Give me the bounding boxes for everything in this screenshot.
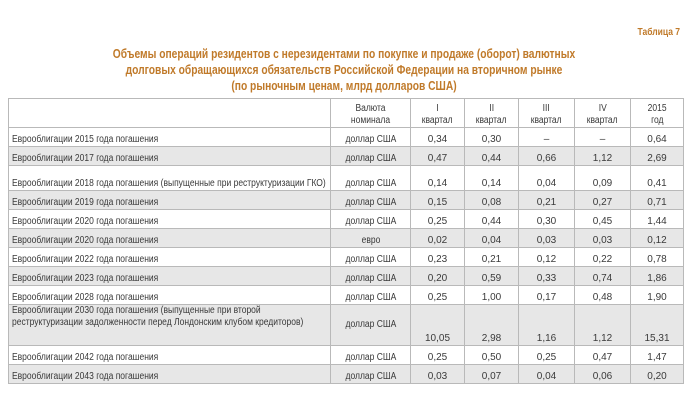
row-q4: 0,06 <box>575 365 631 384</box>
row-name: Еврооблигации 2030 года погашения (выпущенные при второй реструктуризации задолженности перед Лондонским клубом кредиторов) <box>9 305 331 346</box>
row-q1: 0,02 <box>411 229 465 248</box>
row-year: 1,90 <box>631 286 684 305</box>
table-row <box>9 210 684 229</box>
table-row <box>9 365 684 384</box>
row-name: Еврооблигации 2022 года погашения <box>9 248 331 267</box>
table-row <box>9 346 684 365</box>
row-q1: 0,25 <box>411 286 465 305</box>
row-q2: 0,14 <box>465 166 519 191</box>
table-row <box>9 267 684 286</box>
row-name: Еврооблигации 2015 года погашения <box>9 128 331 147</box>
title-line-3: (по рыночным ценам, млрд долларов США) <box>231 79 457 93</box>
row-currency: доллар США <box>331 365 411 384</box>
row-year: 0,20 <box>631 365 684 384</box>
row-q4: 0,09 <box>575 166 631 191</box>
row-currency: доллар США <box>331 166 411 191</box>
row-q4: 0,47 <box>575 346 631 365</box>
row-q3: 0,21 <box>519 191 575 210</box>
row-q4: 0,48 <box>575 286 631 305</box>
row-name: Еврооблигации 2043 года погашения <box>9 365 331 384</box>
row-q3: 0,66 <box>519 147 575 166</box>
row-q3: 0,04 <box>519 365 575 384</box>
row-q1: 0,25 <box>411 210 465 229</box>
row-name: Еврооблигации 2017 года погашения <box>9 147 331 166</box>
row-currency: доллар США <box>331 248 411 267</box>
row-year: 0,78 <box>631 248 684 267</box>
row-currency: евро <box>331 229 411 248</box>
row-q2: 2,98 <box>465 305 519 346</box>
header-q1: I квартал <box>411 99 465 128</box>
row-name: Еврооблигации 2020 года погашения <box>9 229 331 248</box>
row-q3: 0,04 <box>519 166 575 191</box>
row-q2: 0,07 <box>465 365 519 384</box>
row-q3: 0,30 <box>519 210 575 229</box>
row-q2: 0,04 <box>465 229 519 248</box>
table-row <box>9 305 684 346</box>
table-number-label: Таблица 7 <box>637 27 680 38</box>
table-row <box>9 229 684 248</box>
header-name <box>9 99 331 128</box>
row-currency: доллар США <box>331 210 411 229</box>
row-q4: 0,74 <box>575 267 631 286</box>
row-name: Еврооблигации 2042 года погашения <box>9 346 331 365</box>
header-q4: IV квартал <box>575 99 631 128</box>
row-year: 0,41 <box>631 166 684 191</box>
row-q3: 0,33 <box>519 267 575 286</box>
header-year: 2015 год <box>631 99 684 128</box>
table-row <box>9 248 684 267</box>
row-q4: – <box>575 128 631 147</box>
row-q4: 0,03 <box>575 229 631 248</box>
title-line-1: Объемы операций резидентов с нерезидентами по покупке и продаже (оборот) валютных <box>112 47 576 61</box>
row-q1: 0,14 <box>411 166 465 191</box>
row-q4: 0,27 <box>575 191 631 210</box>
row-currency: доллар США <box>331 305 411 346</box>
row-q4: 1,12 <box>575 147 631 166</box>
row-name: Еврооблигации 2028 года погашения <box>9 286 331 305</box>
row-q3: 0,03 <box>519 229 575 248</box>
table-title <box>62 46 626 94</box>
row-q1: 0,15 <box>411 191 465 210</box>
row-q3: 0,12 <box>519 248 575 267</box>
row-q4: 0,22 <box>575 248 631 267</box>
row-year: 1,47 <box>631 346 684 365</box>
table-row <box>9 191 684 210</box>
table-row <box>9 286 684 305</box>
header-currency: Валюта номинала <box>331 99 411 128</box>
row-name: Еврооблигации 2019 года погашения <box>9 191 331 210</box>
row-year: 15,31 <box>631 305 684 346</box>
row-q1: 0,25 <box>411 346 465 365</box>
row-name: Еврооблигации 2023 года погашения <box>9 267 331 286</box>
row-q2: 0,21 <box>465 248 519 267</box>
row-q2: 1,00 <box>465 286 519 305</box>
row-q3: – <box>519 128 575 147</box>
row-currency: доллар США <box>331 286 411 305</box>
table-row <box>9 128 684 147</box>
header-q3: III квартал <box>519 99 575 128</box>
row-q4: 1,12 <box>575 305 631 346</box>
row-q1: 0,03 <box>411 365 465 384</box>
row-year: 0,12 <box>631 229 684 248</box>
header-q2: II квартал <box>465 99 519 128</box>
row-q2: 0,50 <box>465 346 519 365</box>
row-year: 2,69 <box>631 147 684 166</box>
row-year: 1,86 <box>631 267 684 286</box>
row-q3: 0,25 <box>519 346 575 365</box>
title-line-2: долговых обращающихся обязательств Российской Федерации на вторичном рынке <box>125 63 563 77</box>
row-currency: доллар США <box>331 346 411 365</box>
row-q2: 0,59 <box>465 267 519 286</box>
row-q1: 0,20 <box>411 267 465 286</box>
row-q3: 1,16 <box>519 305 575 346</box>
header-row <box>9 99 684 128</box>
row-q2: 0,44 <box>465 147 519 166</box>
row-q1: 0,34 <box>411 128 465 147</box>
table-row <box>9 147 684 166</box>
row-q2: 0,30 <box>465 128 519 147</box>
row-q3: 0,17 <box>519 286 575 305</box>
row-q1: 10,05 <box>411 305 465 346</box>
row-q2: 0,44 <box>465 210 519 229</box>
row-year: 0,71 <box>631 191 684 210</box>
bonds-turnover-table <box>8 98 684 384</box>
row-year: 1,44 <box>631 210 684 229</box>
row-currency: доллар США <box>331 128 411 147</box>
row-q4: 0,45 <box>575 210 631 229</box>
table-row <box>9 166 684 191</box>
row-currency: доллар США <box>331 191 411 210</box>
row-currency: доллар США <box>331 147 411 166</box>
row-currency: доллар США <box>331 267 411 286</box>
row-name: Еврооблигации 2018 года погашения (выпущенные при реструктуризации ГКО) <box>9 166 331 191</box>
row-q1: 0,23 <box>411 248 465 267</box>
row-year: 0,64 <box>631 128 684 147</box>
row-q1: 0,47 <box>411 147 465 166</box>
row-name: Еврооблигации 2020 года погашения <box>9 210 331 229</box>
row-q2: 0,08 <box>465 191 519 210</box>
